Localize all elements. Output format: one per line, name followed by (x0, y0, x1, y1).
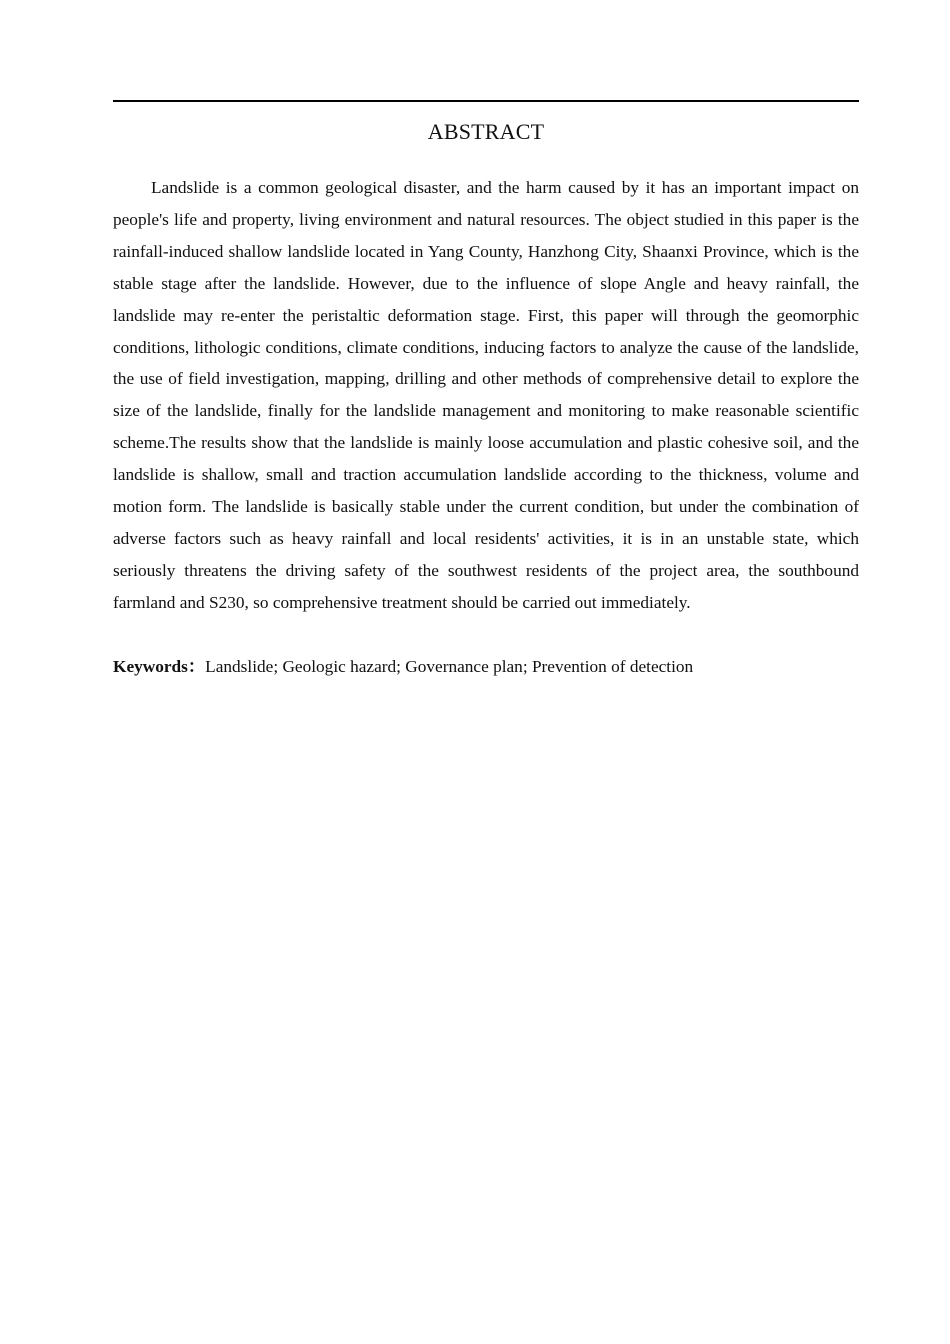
keywords-list: Landslide; Geologic hazard; Governance plan; Prevention of detection (205, 656, 694, 676)
keywords-line (113, 651, 859, 683)
header-rule (113, 100, 859, 102)
keywords-label: Keywords： (113, 656, 206, 676)
abstract-body: Landslide is a common geological disaster, and the harm caused by it has an important impact on people's life and property, living environment and natural resources. The object studied in this paper is the rainfall-induced shallow landslide located in Yang County, Hanzhong City, Shaanxi Province, which is the stable stage after the landslide. However, due to the influence of slope Angle and heavy rainfall, the landslide may re-enter the peristaltic deformation stage. First, this paper will through the geomorphic conditions, lithologic conditions, climate conditions, inducing factors to analyze the cause of the landslide, the use of field investigation, mapping, drilling and other methods of comprehensive detail to explore the size of the landslide, finally for the landslide management and monitoring to make reasonable scientific scheme.The results show that the landslide is mainly loose accumulation and plastic cohesive soil, and the landslide is shallow, small and traction accumulation landslide according to the thickness, volume and motion form. The landslide is basically stable under the current condition, but under the combination of adverse factors such as heavy rainfall and local residents' activities, it is in an unstable state, which seriously threatens the driving safety of the southwest residents of the project area, the southbound farmland and S230, so comprehensive treatment should be carried out immediately. (113, 178, 859, 612)
abstract-page (113, 100, 859, 683)
abstract-title: ABSTRACT (427, 119, 545, 144)
